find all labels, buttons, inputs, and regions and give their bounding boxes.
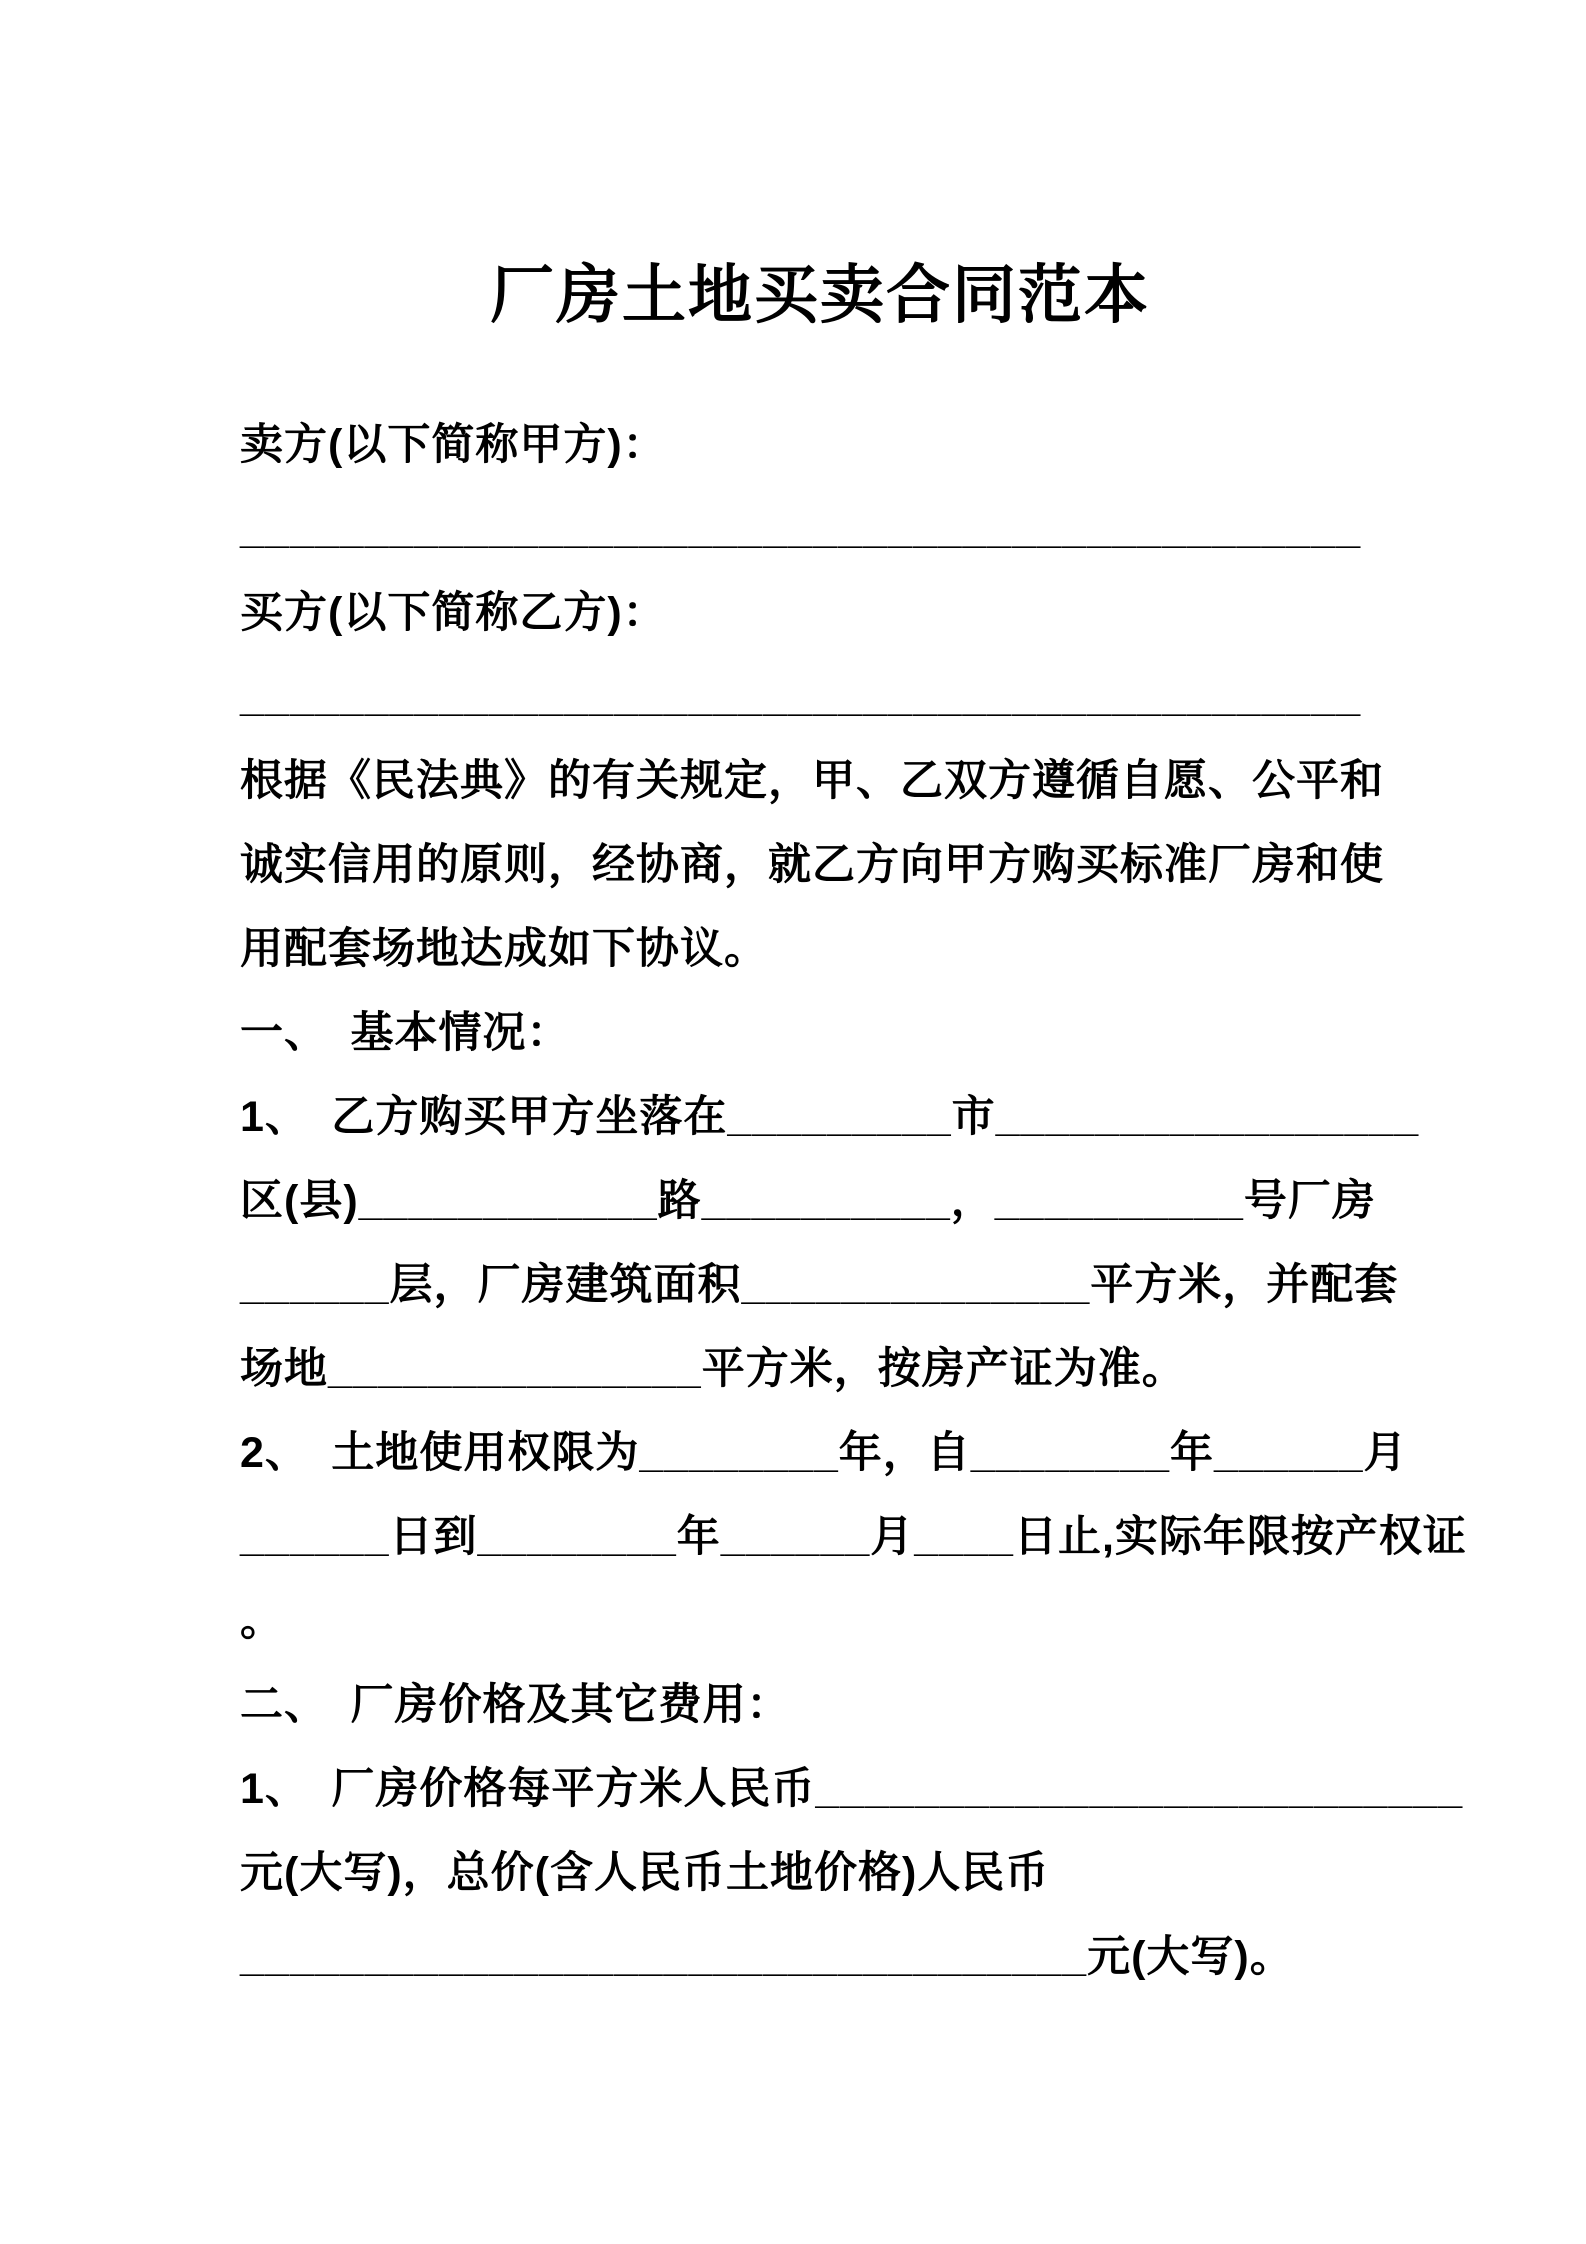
section-2-heading: 二、 厂房价格及其它费用： <box>240 1681 791 1729</box>
party-a-label-line: 卖方(以下简称甲方)： <box>240 421 667 469</box>
section-1-heading: 一、 基本情况： <box>240 1009 571 1057</box>
clause-1-1-line-4: 场地_______________平方米，按房产证为准。 <box>240 1345 1186 1393</box>
clause-2-1-line-2: 元(大写)，总价(含人民币土地价格)人民币 <box>240 1849 1050 1897</box>
clause-1-2-line-2: ______日到________年______月____日止,实际年限按产权证 <box>240 1513 1467 1561</box>
clause-1-1-line-1: 1、 乙方购买甲方坐落在_________市_________________ <box>240 1093 1420 1141</box>
preamble-line-1: 根据《民法典》的有关规定，甲、乙双方遵循自愿、公平和 <box>240 757 1384 805</box>
party-a-blank-line: _____________________________________________ <box>240 505 1362 553</box>
clause-2-1-line-3: __________________________________元(大写)。 <box>240 1933 1294 1981</box>
preamble-line-2: 诚实信用的原则，经协商，就乙方向甲方购买标准厂房和使 <box>240 841 1384 889</box>
document-body <box>240 0 1467 1999</box>
clause-1-1-line-3: ______层，厂房建筑面积______________平方米，并配套 <box>240 1261 1399 1309</box>
party-b-label-line: 买方(以下简称乙方)： <box>240 589 667 637</box>
party-b-blank-line: _____________________________________________ <box>240 673 1362 721</box>
document-title: 厂房土地买卖合同范本 <box>490 259 1150 331</box>
clause-2-1-line-1: 1、 厂房价格每平方米人民币__________________________ <box>240 1765 1464 1813</box>
clause-1-2-line-3: 。 <box>240 1597 284 1645</box>
clause-1-2-line-1: 2、 土地使用权限为________年，自________年______月 <box>240 1429 1408 1477</box>
preamble-line-3: 用配套场地达成如下协议。 <box>240 925 768 973</box>
clause-1-1-line-2: 区(县)____________路__________，__________号厂房 <box>240 1177 1376 1225</box>
